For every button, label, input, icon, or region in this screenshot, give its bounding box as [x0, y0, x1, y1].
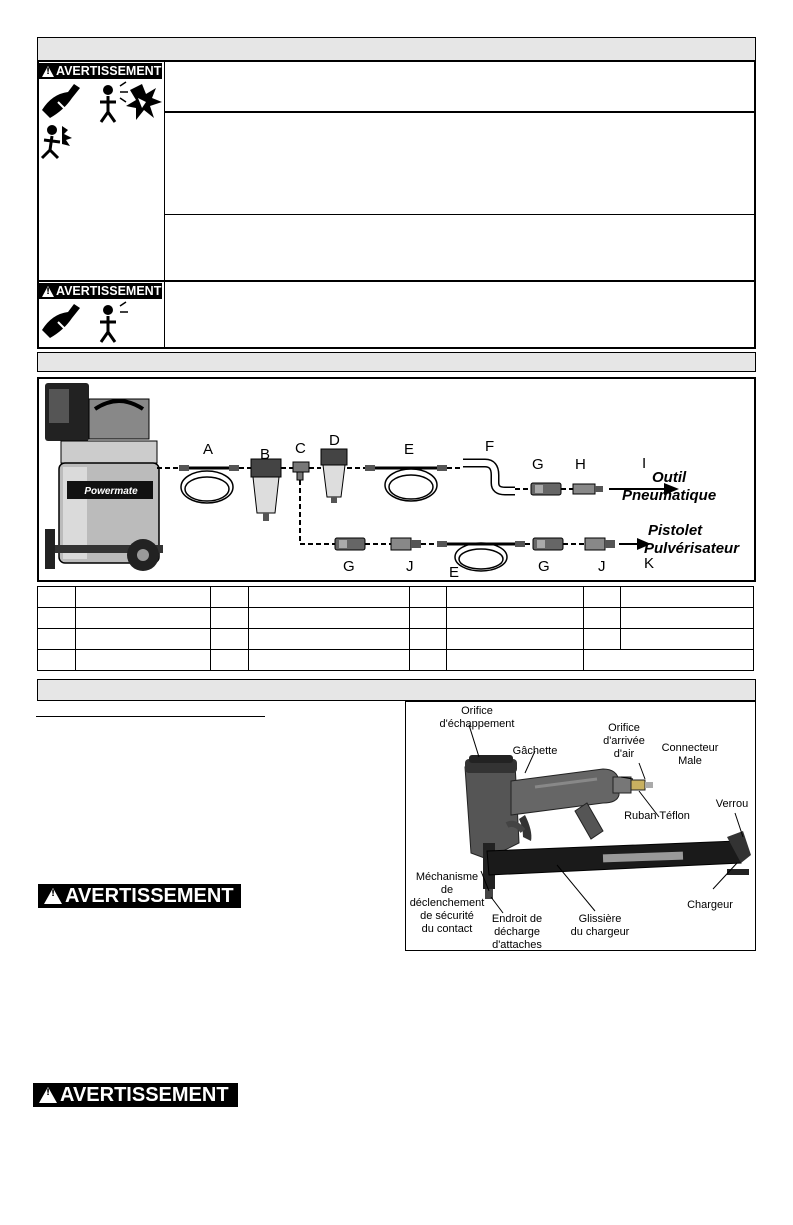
- label-fastener-exit: [481, 913, 553, 952]
- section-header-bar-safety: [37, 37, 756, 61]
- destination-tool: [622, 469, 716, 505]
- label-a: A: [203, 441, 214, 458]
- warning-badge-text: AVERTISSEMENT: [60, 1083, 229, 1106]
- hazard-pictograms: [38, 300, 164, 346]
- divider: [165, 111, 755, 113]
- warning-badge: [39, 283, 162, 299]
- plug-h: [573, 484, 603, 494]
- explosion-icon: [126, 84, 162, 120]
- warning-badge-text: AVERTISSEMENT: [65, 884, 234, 907]
- table-row: [38, 629, 754, 650]
- label-magazine-slide: [555, 913, 645, 939]
- hand-injury-icon: [42, 84, 80, 118]
- label-line: Orifice: [461, 705, 493, 717]
- label-j: J: [406, 558, 414, 575]
- label-trigger: Gâchette: [512, 745, 558, 757]
- label-male-connector: [645, 742, 735, 768]
- label-e: E: [404, 441, 415, 458]
- warning-triangle-icon: [44, 888, 62, 904]
- label-g: G: [343, 558, 355, 575]
- label-e: E: [449, 564, 460, 581]
- label-b: B: [260, 446, 271, 463]
- warning-badge-text: AVERTISSEMENT: [56, 284, 162, 298]
- label-line: Glissière: [578, 913, 622, 925]
- label-line: du contact: [421, 923, 473, 935]
- label-f: F: [485, 438, 495, 455]
- label-line: Endroit de: [491, 913, 543, 925]
- warning-badge: [39, 63, 162, 79]
- label-g: G: [532, 456, 544, 473]
- warning-triangle-icon: [42, 66, 54, 77]
- divider: [164, 61, 165, 348]
- label-line: déclenchement: [409, 897, 485, 909]
- divider: [38, 280, 755, 282]
- plug-j: [391, 538, 421, 550]
- table-row: [38, 608, 754, 629]
- label-j: J: [598, 558, 606, 575]
- label-line: décharge: [494, 926, 540, 938]
- coupler-g: [335, 538, 365, 550]
- divider: [165, 214, 755, 215]
- destination-spray-line: Pistolet: [648, 522, 703, 539]
- destination-tool-line: Outil: [652, 469, 687, 486]
- warning-triangle-icon: [39, 1087, 57, 1103]
- destination-spray-line: Pulvérisateur: [644, 540, 740, 557]
- label-contact-trip: [403, 871, 491, 936]
- label-c: C: [295, 440, 306, 457]
- label-line: Male: [678, 755, 702, 767]
- stapler-body: [465, 755, 653, 899]
- air-hose-e: [365, 465, 447, 501]
- label-k: K: [644, 555, 655, 572]
- label-g: G: [538, 558, 550, 575]
- label-latch: Verrou: [715, 798, 749, 810]
- warning-badge: [38, 884, 241, 908]
- warning-badge: [33, 1083, 238, 1107]
- label-line: Méchanisme: [415, 871, 479, 883]
- warning-triangle-icon: [42, 286, 54, 297]
- coupler-g: [531, 483, 561, 495]
- label-line: de: [440, 884, 454, 896]
- label-line: d'air: [613, 748, 635, 760]
- filter-b: [251, 459, 281, 521]
- section-header-bar-installation: [37, 352, 756, 372]
- label-line: Connecteur: [661, 742, 719, 754]
- destination-spray: [644, 522, 740, 558]
- air-hose-a: [179, 465, 239, 503]
- table-row: [38, 650, 754, 671]
- label-teflon-tape: Ruban Téflon: [624, 810, 690, 822]
- parts-table: [37, 586, 754, 671]
- plug-j: [585, 538, 615, 550]
- coupler-g: [533, 538, 563, 550]
- label-d: D: [329, 432, 340, 449]
- label-line: d'attaches: [492, 939, 542, 951]
- whip-hose-f: [463, 463, 515, 491]
- hazard-pictograms: [38, 80, 164, 160]
- label-line: Orifice: [608, 722, 640, 734]
- table-row: [38, 587, 754, 608]
- underline-rule: [36, 716, 265, 717]
- eye-injury-person-icon: [100, 82, 128, 122]
- eye-injury-person-icon: [100, 302, 128, 342]
- lubricator-d: [321, 449, 347, 503]
- tee-c: [293, 462, 309, 480]
- label-line: de sécurité: [420, 910, 474, 922]
- label-line: d'échappement: [439, 718, 515, 730]
- label-i: I: [642, 455, 647, 472]
- label-h: H: [575, 456, 586, 473]
- destination-tool-line: Pneumatique: [622, 487, 717, 504]
- warning-badge-text: AVERTISSEMENT: [56, 64, 162, 78]
- label-exhaust: [427, 705, 527, 731]
- label-magazine: Chargeur: [687, 899, 733, 911]
- hand-injury-icon: [42, 304, 80, 338]
- section-header-bar-tool: [37, 679, 756, 701]
- label-line: du chargeur: [570, 926, 630, 938]
- compressor-illustration: [45, 383, 163, 571]
- compressor-brand: Powermate: [84, 486, 138, 497]
- impact-injury-icon: [42, 125, 72, 158]
- label-line: d'arrivée: [603, 735, 645, 747]
